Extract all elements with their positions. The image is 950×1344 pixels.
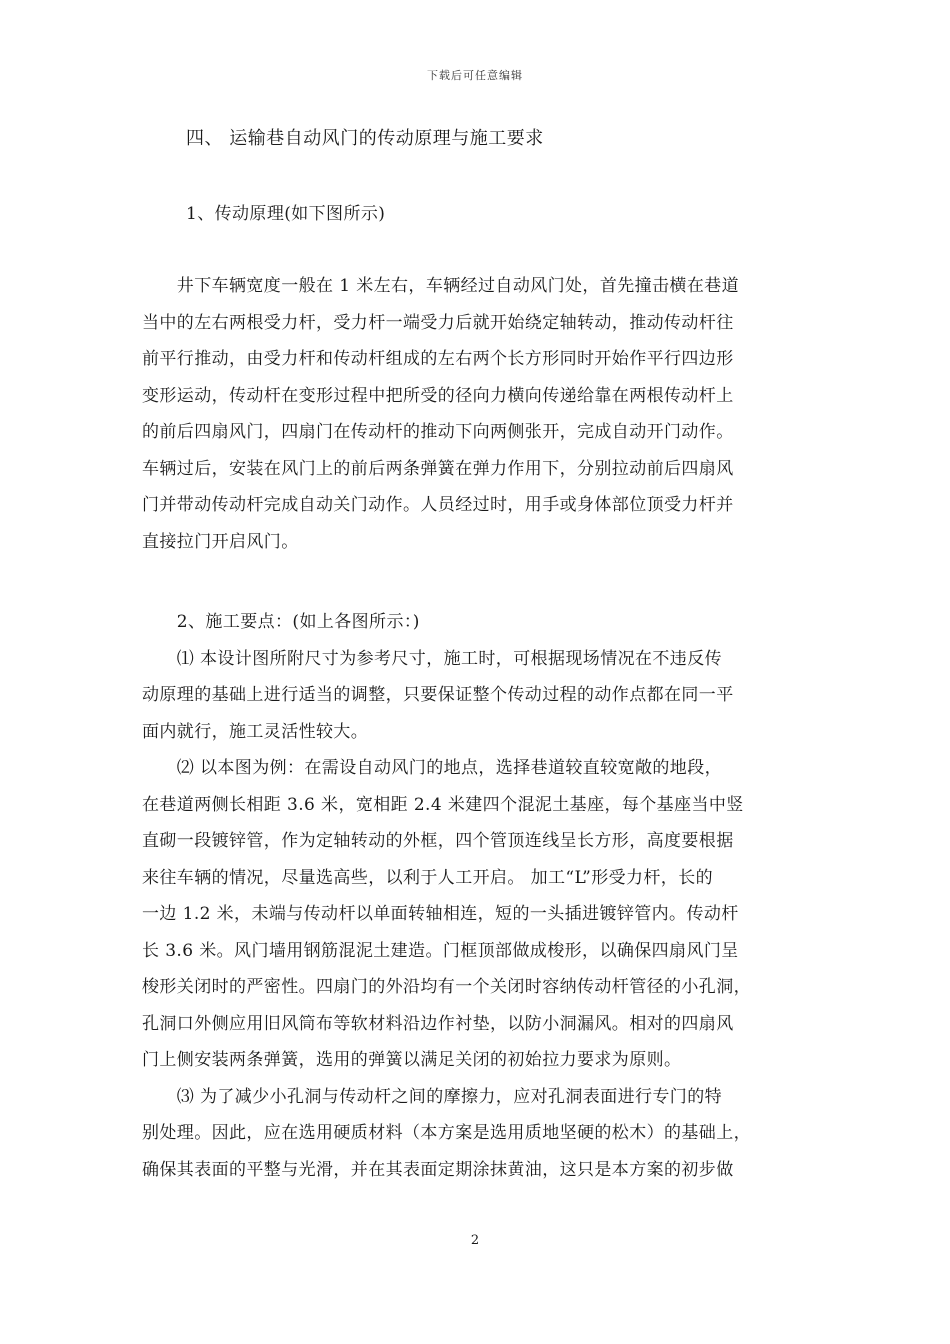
paragraph-line: 面内就行，施工灵活性较大。 — [142, 721, 369, 742]
paragraph-line: 直砌一段镀锌管，作为定轴转动的外框，四个管顶连线呈长方形，高度要根据 — [142, 831, 734, 851]
paragraph-line: 别处理。因此，应在选用硬质材料（本方案是选用质地坚硬的松木）的基础上， — [142, 1123, 751, 1143]
paragraph-line: 前平行推动，由受力杆和传动杆组成的左右两个长方形同时开始作平行四边形 — [142, 349, 734, 369]
paragraph-line: 的前后四扇风门，四扇门在传动杆的推动下向两侧张开，完成自动开门动作。 — [142, 422, 734, 442]
paragraph-line: ⑵ 以本图为例：在需设自动风门的地点，选择巷道较直较宽敞的地段， — [142, 758, 723, 778]
paragraph-line: 动原理的基础上进行适当的调整，只要保证整个传动过程的动作点都在同一平 — [142, 685, 734, 705]
paragraph-line: 变形运动，传动杆在变形过程中把所受的径向力横向传递给靠在两根传动杆上 — [142, 385, 734, 406]
paragraph-line: 直接拉门开启风门。 — [142, 531, 299, 552]
paragraph-line: 确保其表面的平整与光滑，并在其表面定期涂抹黄油，这只是本方案的初步做 — [142, 1159, 734, 1180]
page-header: 下载后可任意编辑 — [427, 69, 523, 82]
paragraph-construction-points — [142, 604, 810, 1188]
section-title: 四、 运输巷自动风门的传动原理与施工要求 — [186, 128, 544, 149]
subsection-title: 1、传动原理(如下图所示) — [186, 204, 386, 224]
page-number: 2 — [470, 1233, 480, 1248]
paragraph-line: 来往车辆的情况，尽量选高些，以利于人工开启。 加工“L”形受力杆，长的 — [142, 867, 713, 888]
paragraph-line: 井下车辆宽度一般在 1 米左右，车辆经过自动风门处，首先撞击横在巷道 — [142, 276, 740, 296]
paragraph-line: 当中的左右两根受力杆，受力杆一端受力后就开始绕定轴转动，推动传动杆往 — [142, 312, 734, 333]
paragraph-line: 梭形关闭时的严密性。四扇门的外沿均有一个关闭时容纳传动杆管径的小孔洞， — [142, 977, 751, 997]
paragraph-line: 车辆过后，安装在风门上的前后两条弹簧在弹力作用下，分别拉动前后四扇风 — [142, 458, 734, 479]
paragraph-line: 孔洞口外侧应用旧风筒布等软材料沿边作衬垫，以防小洞漏风。相对的四扇风 — [142, 1013, 734, 1034]
paragraph-line: 长 3.6 米。风门墙用钢筋混泥土建造。门框顶部做成梭形，以确保四扇风门呈 — [142, 940, 739, 961]
paragraph-line: 门上侧安装两条弹簧，选用的弹簧以满足关闭的初始拉力要求为原则。 — [142, 1050, 682, 1070]
paragraph-line: 一边 1.2 米，未端与传动杆以单面转轴相连，短的一头插进镀锌管内。传动杆 — [142, 904, 739, 924]
paragraph-transmission-principle — [142, 268, 810, 560]
paragraph-line: ⑶ 为了减少小孔洞与传动杆之间的摩擦力，应对孔洞表面进行专门的特 — [142, 1086, 723, 1107]
paragraph-line: ⑴ 本设计图所附尺寸为参考尺寸，施工时，可根据现场情况在不违反传 — [142, 648, 723, 669]
paragraph-line: 门并带动传动杆完成自动关门动作。人员经过时，用手或身体部位顶受力杆并 — [142, 495, 734, 515]
paragraph-line: 2、施工要点：(如上各图所示：) — [142, 612, 420, 632]
paragraph-line: 在巷道两侧长相距 3.6 米，宽相距 2.4 米建四个混泥土基座，每个基座当中竖 — [142, 794, 744, 815]
